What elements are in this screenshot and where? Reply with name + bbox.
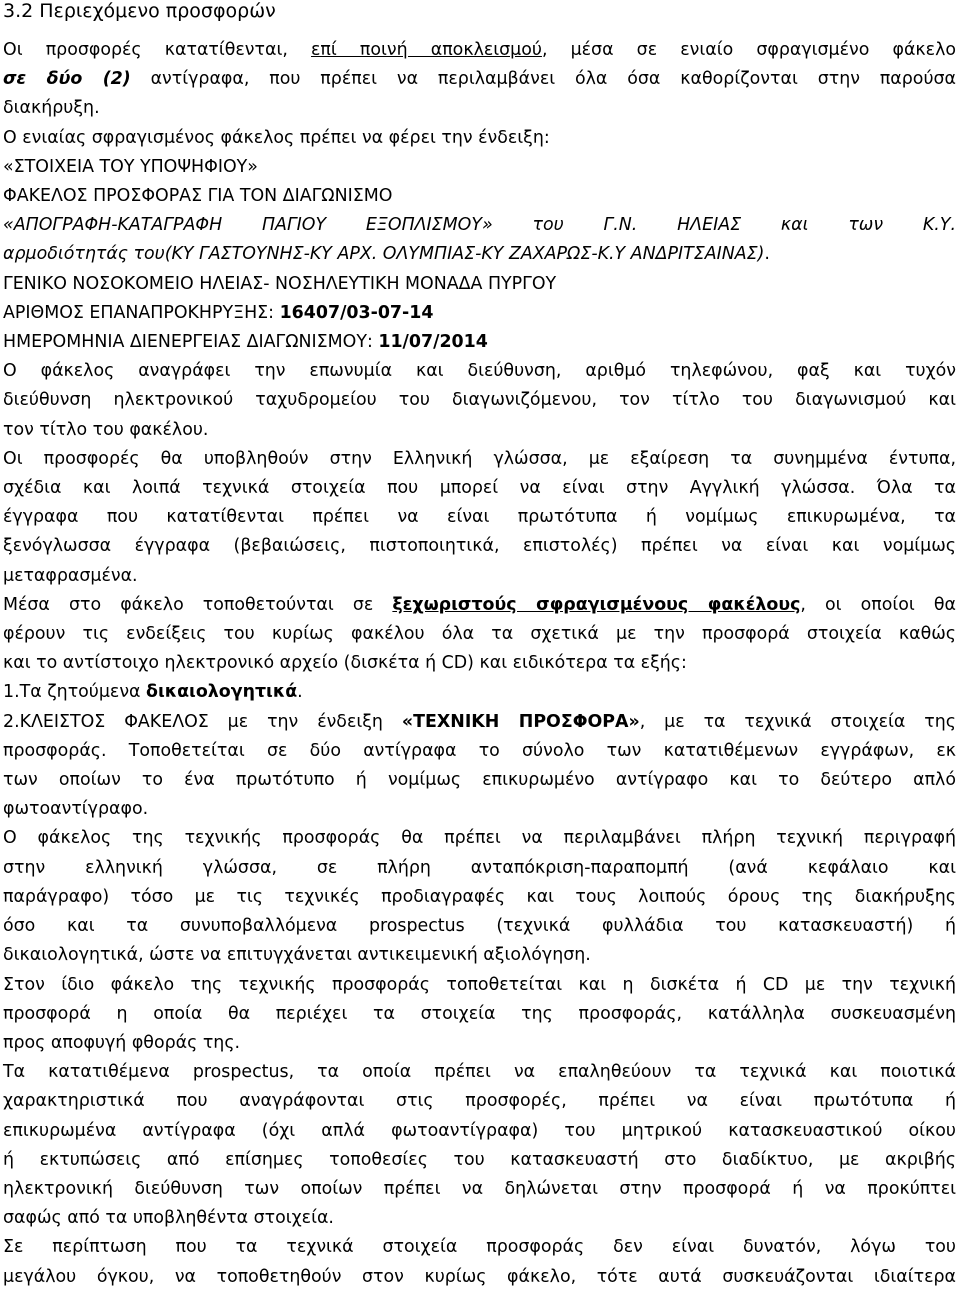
text-line: διεύθυνση ηλεκτρονικού ταχυδρομείου του διαγωνιζόμενου, τον τίτλο του διαγωνισμού και bbox=[3, 390, 956, 411]
text-line: 2.ΚΛΕΙΣΤΟΣ ΦΑΚΕΛΟΣ με την ένδειξη «ΤΕΧΝΙΚΗ ΠΡΟΣΦΟΡΑ», με τα τεχνικά στοιχεία της bbox=[3, 711, 956, 732]
text-line: ηλεκτρονική διεύθυνση των οποίων πρέπει να δηλώνεται στην προσφορά ή να προκύπτει bbox=[3, 1178, 956, 1199]
text-line: στην ελληνική γλώσσα, σε πλήρη ανταπόκριση-παραπομπή (ανά κεφάλαιο και bbox=[3, 857, 956, 878]
text-line: σαφώς από τα υποβληθέντα στοιχεία. bbox=[3, 1208, 334, 1229]
text-line: και το αντίστοιχο ηλεκτρονικό αρχείο (δισκέτα ή CD) και ειδικότερα τα εξής: bbox=[3, 653, 687, 674]
text-line: προσφορά η οποία θα περιέχει τα στοιχεία της προσφοράς, κατάλληλα συσκευασμένη bbox=[3, 1003, 956, 1024]
text-line: Σε περίπτωση που τα τεχνικά στοιχεία προσφοράς δεν είναι δυνατόν, λόγω του bbox=[3, 1237, 956, 1258]
text-line: μεταφρασμένα. bbox=[3, 565, 138, 586]
title-word: του bbox=[532, 215, 564, 236]
paragraph-volume bbox=[3, 1233, 956, 1291]
underlined-text: επί ποινή αποκλεισμού bbox=[311, 40, 542, 60]
text-line: φέρουν τις ενδείξεις του κυρίως φακέλου όλα τα σχετικά με την προσφορά στοιχεία καθώς bbox=[3, 624, 956, 645]
list-item: 1.Τα ζητούμενα δικαιολογητικά. bbox=[3, 682, 303, 703]
text-line: σχέδια και λοιπά τεχνικά στοιχεία που μπορεί να είναι στην Αγγλική γλώσσα. Όλα τα bbox=[3, 478, 956, 499]
paragraph-envelope-label bbox=[3, 124, 956, 358]
tender-date: 11/07/2014 bbox=[378, 332, 488, 353]
text-line: όσο και τα συνυποβαλλόμενα prospectus (τεχνικά φυλλάδια του κατασκευαστή) ή bbox=[3, 916, 956, 937]
text-line: Οι προσφορές θα υποβληθούν στην Ελληνική γλώσσα, με εξαίρεση τα συνημμένα έντυπα, bbox=[3, 448, 956, 469]
text-line: χαρακτηριστικά που αναγράφονται στις προσφορές, πρέπει να είναι πρωτότυπα ή bbox=[3, 1091, 956, 1112]
paragraph-prospectus bbox=[3, 1058, 956, 1233]
title-word: Γ.Ν. bbox=[603, 215, 638, 236]
text-line: ΦΑΚΕΛΟΣ ΠΡΟΣΦΟΡΑΣ ΓΙΑ ΤΟΝ ΔΙΑΓΩΝΙΣΜΟ bbox=[3, 186, 393, 207]
bold-text: «ΤΕΧΝΙΚΗ ΠΡΟΣΦΟΡΑ» bbox=[401, 711, 640, 732]
text-line: Οι προσφορές κατατίθενται, επί ποινή αποκλεισμού, μέσα σε ενιαίο σφραγισμένο φάκελο bbox=[3, 40, 957, 60]
bold-italic-text: σε δύο (2) bbox=[3, 69, 131, 90]
tender-title-line bbox=[3, 211, 956, 240]
title-word: των bbox=[848, 215, 884, 236]
text-line: «ΣΤΟΙΧΕΙΑ ΤΟΥ ΥΠΟΨΗΦΙΟΥ» bbox=[3, 156, 258, 177]
text-line: παράγραφο) τόσο με τις τεχνικές προδιαγραφές και τους λοιπούς όρους της διακήρυξης bbox=[3, 886, 956, 907]
text-line: επικυρωμένα αντίγραφα (όχι απλά φωτοαντίγραφα) του μητρικού κατασκευαστικού οίκου bbox=[3, 1120, 956, 1141]
title-word: «ΑΠΟΓΡΑΦΗ-ΚΑΤΑΓΡΑΦΗ bbox=[3, 215, 223, 236]
text-line: Ο ενιαίας σφραγισμένος φάκελος πρέπει να φέρει την ένδειξη: bbox=[3, 127, 550, 148]
title-word: ΕΞΟΠΛΙΣΜΟΥ» bbox=[365, 215, 493, 236]
text-line: προς αποφυγή φθοράς της. bbox=[3, 1032, 241, 1053]
text-line: Ο φάκελος αναγράφει την επωνυμία και διεύθυνση, αριθμό τηλεφώνου, φαξ και τυχόν bbox=[3, 361, 956, 382]
notice-number-line: ΑΡΙΘΜΟΣ ΕΠΑΝΑΠΡΟΚΗΡΥΞΗΣ: 16407/03-07-14 bbox=[3, 302, 434, 323]
text-line: Ο φάκελος της τεχνικής προσφοράς θα πρέπει να περιλαμβάνει πλήρη τεχνική περιγραφή bbox=[3, 828, 956, 849]
text-line: μεγάλου όγκου, να τοποθετηθούν στον κυρίως φάκελο, τότε αυτά συσκευάζονται ιδιαίτερα bbox=[3, 1266, 956, 1287]
section-heading: 3.2 Περιεχόμενο προσφορών bbox=[3, 0, 276, 22]
title-word: και bbox=[780, 215, 809, 236]
text-line: Τα κατατιθέμενα prospectus, τα οποία πρέπει να επαληθεύουν τα τεχνικά και ποιοτικά bbox=[3, 1062, 956, 1083]
text-line: ΓΕΝΙΚΟ ΝΟΣΟΚΟΜΕΙΟ ΗΛΕΙΑΣ- ΝΟΣΗΛΕΥΤΙΚΗ ΜΟΝΑΔΑ ΠΥΡΓΟΥ bbox=[3, 273, 557, 294]
text-line: προσφοράς. Τοποθετείται σε δύο αντίγραφα το σύνολο των κατατιθέμενων εγγράφων, εκ bbox=[3, 740, 956, 761]
text-line: Στον ίδιο φάκελο της τεχνικής προσφοράς τοποθετείται και η δισκέτα ή CD με την τεχνική bbox=[3, 974, 956, 995]
bold-underlined-text: ξεχωριστούς σφραγισμένους φακέλους bbox=[392, 594, 801, 615]
text-line: σε δύο (2) αντίγραφα, που πρέπει να περιλαμβάνει όλα όσα καθορίζονται στην παρούσα bbox=[3, 69, 956, 90]
paragraph-disk bbox=[3, 971, 956, 1059]
tender-date-line: ΗΜΕΡΟΜΗΝΙΑ ΔΙΕΝΕΡΓΕΙΑΣ ΔΙΑΓΩΝΙΣΜΟΥ: 11/07/2014 bbox=[3, 332, 488, 353]
text-line: τον τίτλο του φακέλου. bbox=[3, 419, 209, 440]
text-line: αρμοδιότητάς του(ΚΥ ΓΑΣΤΟΥΝΗΣ-ΚΥ ΑΡΧ. ΟΛΥΜΠΙΑΣ-ΚΥ ΖΑΧΑΡΩΣ-Κ.Υ ΑΝΔΡΙΤΣΑΙΝΑΣ). bbox=[3, 244, 770, 265]
text-line: έγγραφα που κατατίθενται πρέπει να είναι πρωτότυπα ή νομίμως επικυρωμένα, τα bbox=[3, 507, 956, 528]
notice-number: 16407/03-07-14 bbox=[279, 302, 434, 323]
title-word: ΗΛΕΙΑΣ bbox=[677, 215, 742, 236]
text-line: των οποίων το ένα πρωτότυπο ή νομίμως επικυρωμένο αντίγραφο και το δεύτερο απλό bbox=[3, 770, 956, 791]
text-line: φωτοαντίγραφο. bbox=[3, 799, 149, 820]
title-word: ΠΑΓΙΟΥ bbox=[261, 215, 327, 236]
text-line: ή εκτυπώσεις από επίσημες τοποθεσίες του κατασκευαστή στο διαδίκτυο, με ακριβής bbox=[3, 1149, 956, 1170]
text-line: Μέσα στο φάκελο τοποθετούνται σε ξεχωριστούς σφραγισμένους φακέλους, οι οποίοι θα bbox=[3, 594, 956, 615]
text-line: δικαιολογητικά, ώστε να επιτυγχάνεται αντικειμενική αξιολόγηση. bbox=[3, 945, 591, 966]
paragraph-language bbox=[3, 445, 956, 591]
paragraph-envelope-details bbox=[3, 357, 956, 445]
paragraph-separate-envelopes bbox=[3, 591, 956, 679]
italic-text: αρμοδιότητάς του(ΚΥ ΓΑΣΤΟΥΝΗΣ-ΚΥ ΑΡΧ. ΟΛΥΜΠΙΑΣ-ΚΥ ΖΑΧΑΡΩΣ-Κ.Υ ΑΝΔΡΙΤΣΑΙΝΑΣ) bbox=[3, 244, 765, 265]
bold-text: δικαιολογητικά bbox=[146, 682, 298, 703]
text-line: ξενόγλωσσα έγγραφα (βεβαιώσεις, πιστοποιητικά, επιστολές) πρέπει να είναι και νομίμως bbox=[3, 536, 956, 557]
list-item bbox=[3, 708, 956, 825]
paragraph-submission bbox=[3, 36, 956, 124]
paragraph-technical-description bbox=[3, 824, 956, 970]
text-line: διακήρυξη. bbox=[3, 98, 100, 119]
title-word: Κ.Υ. bbox=[922, 215, 956, 236]
